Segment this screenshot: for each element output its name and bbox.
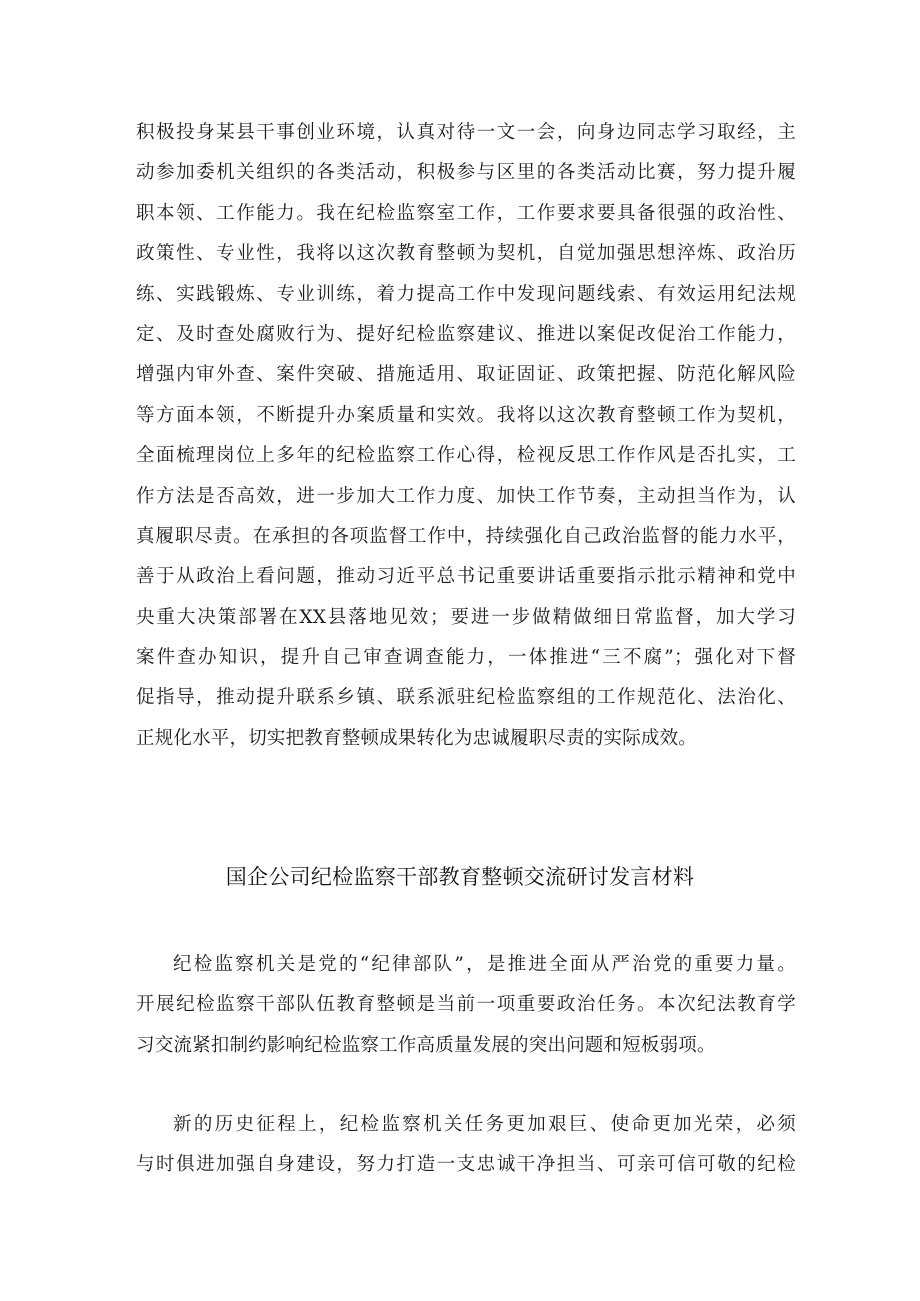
text-line: 纪检监察机关是党的“纪律部队”，是推进全面从严治党的重要力量。 <box>173 954 796 975</box>
paragraph-continuation <box>136 113 796 759</box>
text-line: 促指导，推动提升联系乡镇、联系派驻纪检监察组的工作规范化、法治化、 <box>136 687 796 709</box>
text-line: 央重大决策部署在XX县落地见效；要进一步做精做细日常监督，加大学习 <box>136 606 796 628</box>
text-line: 案件查办知识，提升自己审查调查能力，一体推进“三不腐”；强化对下督 <box>136 647 796 669</box>
text-line: 正规化水平，切实把教育整顿成果转化为忠诚履职尽责的实际成效。 <box>136 727 698 749</box>
text-line: 定、及时查处腐败行为、提好纪检监察建议、推进以案促改促治工作能力， <box>136 323 796 345</box>
section-title: 国企公司纪检监察干部教育整顿交流研讨发言材料 <box>225 865 695 889</box>
text-line: 习交流紧扣制约影响纪检监察工作高质量发展的突出问题和短板弱项。 <box>136 1034 716 1056</box>
text-line: 开展纪检监察干部队伍教育整顿是当前一项重要政治任务。本次纪法教育学 <box>136 994 796 1016</box>
text-line: 等方面本领，不断提升办案质量和实效。我将以这次教育整顿工作为契机， <box>136 404 796 426</box>
text-line: 动参加委机关组织的各类活动，积极参与区里的各类活动比赛，努力提升履 <box>136 162 796 184</box>
paragraph-intro <box>136 945 796 1066</box>
text-line: 新的历史征程上，纪检监察机关任务更加艰巨、使命更加光荣，必须 <box>173 1114 796 1135</box>
text-line: 真履职尽责。在承担的各项监督工作中，持续强化自己政治监督的能力水平， <box>136 525 796 547</box>
text-line: 善于从政治上看问题，推动习近平总书记重要讲话重要指示批示精神和党中 <box>136 566 796 588</box>
text-line: 职本领、工作能力。我在纪检监察室工作，工作要求要具备很强的政治性、 <box>136 202 796 224</box>
text-line: 与时俱进加强自身建设，努力打造一支忠诚干净担当、可亲可信可敬的纪检 <box>136 1154 796 1176</box>
text-line: 练、实践锻炼、专业训练，着力提高工作中发现问题线索、有效运用纪法规 <box>136 283 796 305</box>
paragraph-new-journey <box>136 1105 796 1186</box>
text-line: 作方法是否高效，进一步加大工作力度、加快工作节奏，主动担当作为，认 <box>136 485 796 507</box>
text-line: 积极投身某县干事创业环境，认真对待一文一会，向身边同志学习取经，主 <box>136 122 796 143</box>
text-line: 全面梳理岗位上多年的纪检监察工作心得，检视反思工作作风是否扎实，工 <box>136 445 796 467</box>
text-line: 增强内审外查、案件突破、措施适用、取证固证、政策把握、防范化解风险 <box>136 364 796 386</box>
text-line: 政策性、专业性，我将以这次教育整顿为契机，自觉加强思想淬炼、政治历 <box>136 243 796 265</box>
